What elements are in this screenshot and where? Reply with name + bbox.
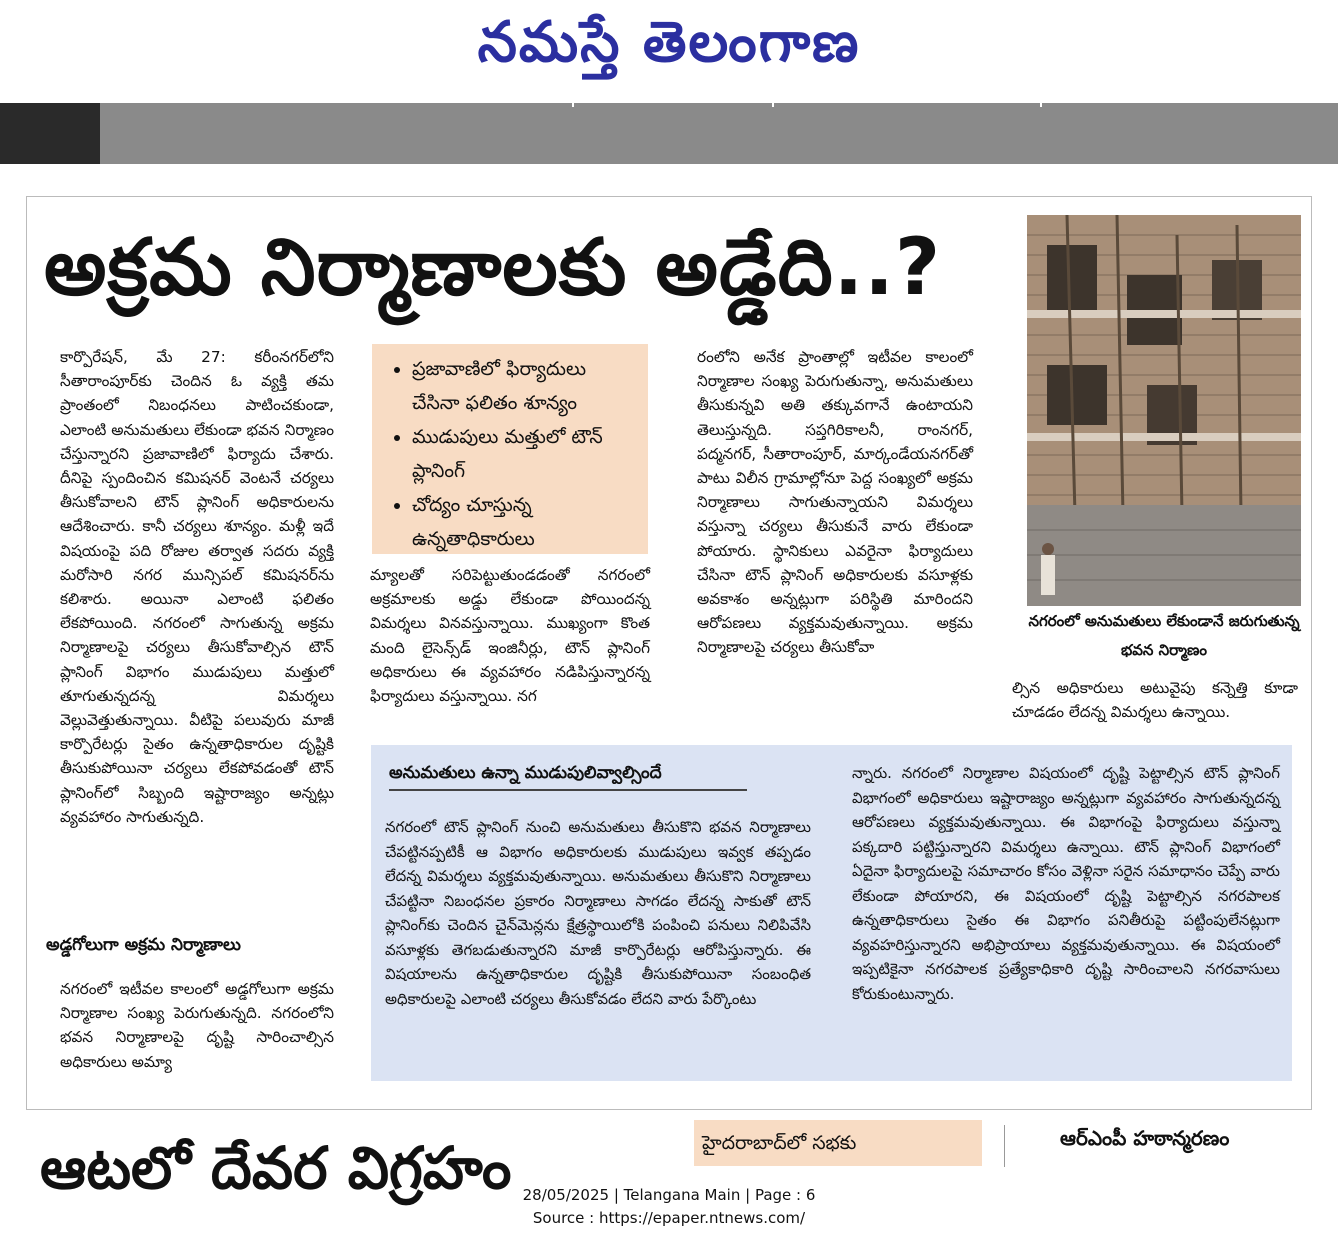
header-band-tick bbox=[772, 103, 774, 107]
sidebar-box-column-right bbox=[852, 761, 1280, 1065]
next-article-highlight bbox=[694, 1120, 982, 1166]
header-band-dark-block bbox=[0, 103, 100, 164]
highlight-item: • ప్రజావాణిలో ఫిర్యాదులు చేసినా ఫలితం శూన్యం bbox=[412, 352, 638, 420]
article-column-4 bbox=[1012, 676, 1298, 728]
header-band-tick bbox=[572, 103, 574, 107]
paragraph: కార్పొరేషన్‌, మే 27: కరీంనగర్‌లోని సీతారాంపూర్‌కు చెందిన ఓ వ్యక్తి తమ ప్రాంతంలో నిబంధనలు పాటించకుండా, ఎలాంటి అనుమతులు లేకుండా భవన నిర్మాణం చేస్తున్నారని ప్రజావాణిలో ఫిర్యాదు చేశారు. దీనిపై స్పందించిన కమిషనర్‌ వెంటనే చర్యలు తీసుకోవాలని టౌన్‌ ప్లానింగ్‌ అధికారులను ఆదేశించారు. కానీ చర్యలు శూన్యం. మళ్లీ ఇదే విషయంపై పది రోజుల తర్వాత సదరు వ్యక్తి మరోసారి నగర మున్సిపల్‌ కమిషనర్‌ను కలిశారు. అయినా ఎలాంటి ఫలితం లేకపోయింది. నగరంలో సాగుతున్న అక్రమ నిర్మాణాలపై చర్యలు తీసుకోవాల్సిన టౌన్‌ ప్లానింగ్‌ విభాగం ముడుపులు మత్తులో తూగుతున్నదన్న విమర్శలు వెల్లువెత్తుతున్నాయి. వీటిపై పలువురు మాజీ కార్పొరేటర్లు సైతం ఉన్నతాధికారుల దృష్టికి తీసుకుపోయినా చర్యలు లేకపోవడంతో టౌన్‌ ప్లానింగ్‌లో సిబ్బంది ఇష్టారాజ్యం అన్నట్లు వ్యవహారం సాగుతున్నది. bbox=[60, 348, 334, 826]
photo-caption: నగరంలో అనుమతులు లేకుండానే జరుగుతున్న భవన నిర్మాణం bbox=[1028, 612, 1300, 659]
sidebar-box bbox=[371, 745, 1292, 1081]
footer-date-edition: 28/05/2025 | Telangana Main | Page : 6 bbox=[522, 1186, 816, 1204]
article-headline: అక్రమ నిర్మాణాలకు అడ్డేది..? bbox=[44, 223, 942, 313]
sidebar-box-column-left bbox=[385, 815, 811, 1065]
newspaper-logo: నమస్తే తెలంగాణ bbox=[477, 9, 861, 75]
masthead bbox=[0, 0, 1338, 100]
highlight-item: • ముడుపులు మత్తులో టౌన్‌ ప్లానింగ్‌ bbox=[412, 420, 638, 488]
building-illustration bbox=[1027, 215, 1301, 606]
next-article-headline: ఆటలో దేవర విగ్రహం bbox=[40, 1134, 512, 1202]
construction-photo bbox=[1027, 215, 1301, 606]
sidebar-box-title: అనుమతులు ఉన్నా ముడుపులివ్వాల్సిందే bbox=[389, 763, 662, 783]
header-band bbox=[0, 103, 1338, 164]
highlights-box bbox=[372, 344, 648, 554]
paragraph: న్నారు. నగరంలో నిర్మాణాల విషయంలో దృష్టి పెట్టాల్సిన టౌన్‌ ప్లానింగ్‌ విభాగంలో అధికారులు ఇష్టారాజ్యం అన్నట్లుగా వ్యవహారం సాగుతున్నదన్న ఆరోపణలు వ్యక్తమవుతున్నాయి. ఈ విభాగంపై ఫిర్యాదులు వస్తున్నా పక్కదారి పట్టిస్తున్నారని విమర్శలు ఉన్నాయి. టౌన్‌ ప్లానింగ్‌ విభాగంలో ఏదైనా ఫిర్యాదులపై సమాచారం కోసం వెళ్లినా సరైన సమాధానం చెప్పే వారు లేకుండా పోయారని, ఈ విషయంలో దృష్టి పెట్టాల్సిన నగరపాలక ఉన్నతాధికారులు సైతం ఈ విభాగం పనితీరుపై పట్టింపులేనట్లుగా వ్యవహరిస్తున్నారని అభిప్రాయాలు వ్యక్తమవుతున్నాయి. ఈ విషయంలో ఇప్పటికైనా నగరపాలక ప్రత్యేకాధికారి దృష్టి సారించాలని నగరవాసులు కోరుకుంటున్నారు. bbox=[852, 764, 1280, 1003]
subheading: అడ్డగోలుగా అక్రమ నిర్మాణాలు bbox=[46, 935, 241, 955]
paragraph: మ్యాలతో సరిపెట్టుతుండడంతో నగరంలో అక్రమాలకు అడ్డు లేకుండా పోయిందన్న విమర్శలు వినవస్తున్నాయి. ముఖ్యంగా కొంత మంది లైసెన్స్‌డ్‌ ఇంజినీర్లు, టౌన్‌ ప్లానింగ్‌ అధికారులు ఈ వ్యవహారం నడిపిస్తున్నారన్న ఫిర్యాదులు వస్తున్నాయి. నగ bbox=[370, 566, 650, 706]
article-column-1 bbox=[60, 345, 334, 917]
article-column-1b bbox=[60, 977, 334, 1097]
column-divider bbox=[1004, 1125, 1005, 1167]
paragraph: నగరంలో ఇటీవల కాలంలో అడ్డగోలుగా అక్రమ నిర్మాణాల సంఖ్య పెరుగుతున్నది. నగరంలోని భవన నిర్మాణాలపై దృష్టి సారించాల్సిన అధికారులు అమ్యా bbox=[60, 980, 334, 1071]
next-article-bullet: హైదరాబాద్‌లో సభకు bbox=[702, 1132, 857, 1154]
footer-source-link[interactable]: Source : https://epaper.ntnews.com/ bbox=[532, 1209, 806, 1227]
sidebar-box-title-rule bbox=[389, 789, 747, 791]
paragraph: ల్సిన అధికారులు అటువైపు కన్నెత్తి కూడా చూడడం లేదన్న విమర్శలు ఉన్నాయి. bbox=[1012, 679, 1298, 722]
next-article-right-headline: ఆర్‌ఎంపీ హఠాన్మరణం bbox=[1060, 1126, 1230, 1150]
paragraph: నగరంలో టౌన్‌ ప్లానింగ్‌ నుంచి అనుమతులు తీసుకొని భవన నిర్మాణాలు చేపట్టినప్పటికీ ఆ విభాగం అధికారులకు ముడుపులు ఇవ్వక తప్పడం లేదన్న విమర్శలు వ్యక్తమవుతున్నాయి. అనుమతులు తీసుకొని నిర్మాణాలు చేపట్టినా నిబంధనల ప్రకారం నిర్మాణాలు సాగడం లేదన్న సాకుతో టౌన్‌ ప్లానింగ్‌కు చెందిన చైన్‌మెన్లను క్షేత్రస్థాయిలోకి పంపించి పనులు నిలిపివేసి వసూళ్లకు తెగబడుతున్నారని మాజీ కార్పొరేటర్లు ఆరోపిస్తున్నారు. ఈ విషయాలను ఉన్నతాధికారుల దృష్టికి తీసుకుపోయినా సంబంధిత అధికారులపై ఎలాంటి చర్యలు తీసుకోవడం లేదని వారు పేర్కొంటు bbox=[385, 818, 811, 1008]
highlight-item: • చోద్యం చూస్తున్న ఉన్నతాధికారులు bbox=[412, 488, 638, 556]
article-column-2 bbox=[370, 563, 650, 723]
article-column-3 bbox=[697, 345, 973, 725]
page-footer bbox=[0, 1184, 1338, 1230]
header-band-tick bbox=[1040, 103, 1042, 107]
paragraph: రంలోని అనేక ప్రాంతాల్లో ఇటీవల కాలంలో నిర్మాణాల సంఖ్య పెరుగుతున్నా, అనుమతులు తీసుకున్నవి అతి తక్కువగానే ఉంటాయని తెలుస్తున్నది. సప్తగిరికాలనీ, రాంనగర్‌, పద్మనగర్‌, సీతారాంపూర్‌, మార్కండేయనగర్‌తో పాటు విలీన గ్రామాల్లోనూ పెద్ద సంఖ్యలో అక్రమ నిర్మాణాలు సాగుతున్నాయని విమర్శలు వస్తున్నా చర్యలు తీసుకునే వారు లేకుండా పోయారు. స్థానికులు ఎవరైనా ఫిర్యాదులు చేసినా టౌన్‌ ప్లానింగ్‌ అధికారులకు వసూళ్లకు అవకాశం అన్నట్లుగా పరిస్థితి మారిందని ఆరోపణలు వ్యక్తమవుతున్నాయి. అక్రమ నిర్మాణాలపై చర్యలు తీసుకోవా bbox=[697, 348, 973, 657]
